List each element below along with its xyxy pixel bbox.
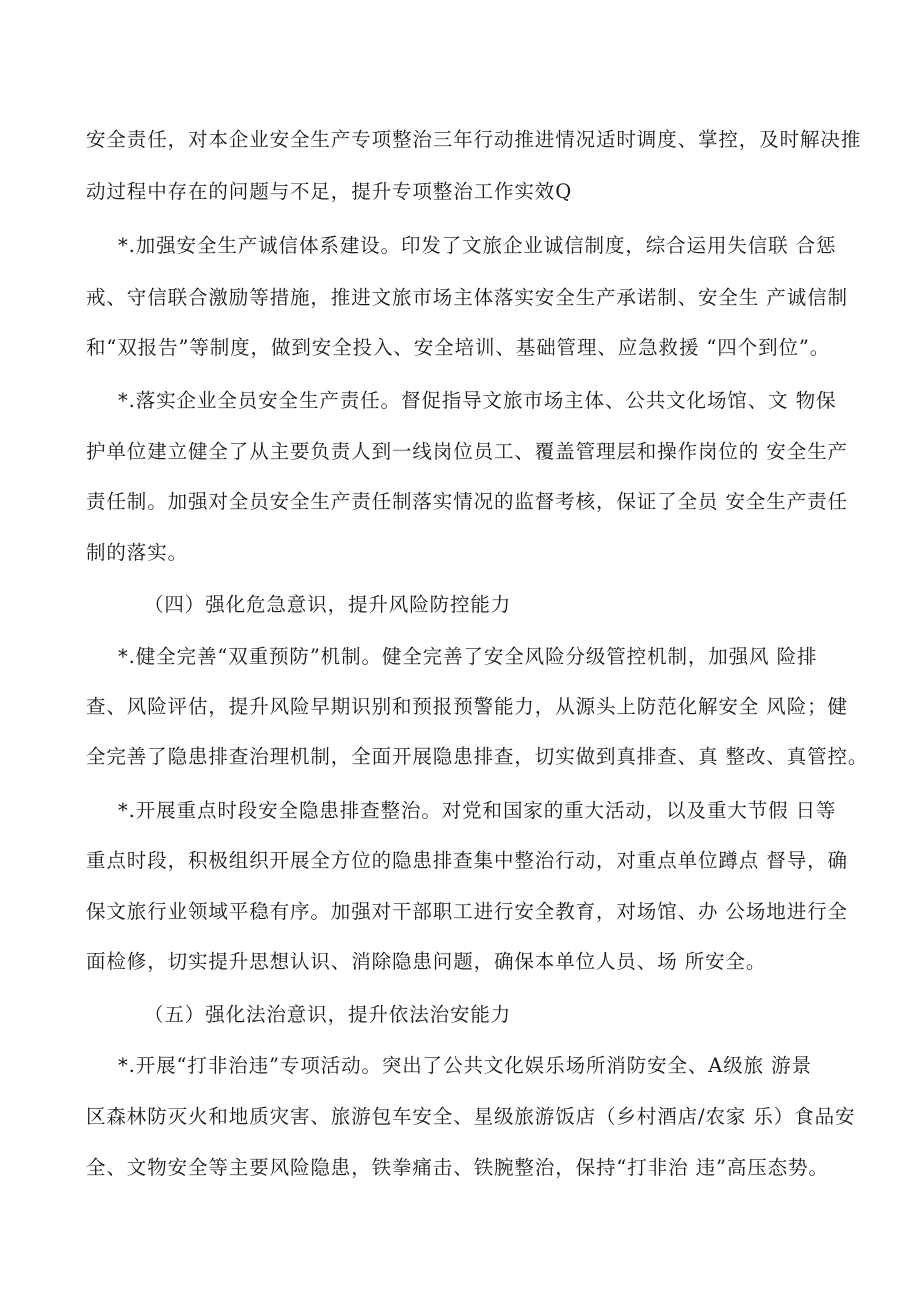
paragraph-line: *.开展重点时段安全隐患排查整治。对党和国家的重大活动，以及重大节假 日等 [118, 799, 837, 822]
body-line: 面检修，切实提升思想认识、消除隐患问题，确保本单位人员、场 所安全。 [86, 950, 767, 973]
body-line: 和“双报告”等制度，做到安全投入、安全培训、基础管理、应急救援 “四个到位”。 [86, 336, 831, 359]
body-line: 全、文物安全等主要风险隐患，铁拳痛击、铁腕整治，保持“打非治 违”高压态势。 [86, 1156, 829, 1179]
paragraph-line: *.健全完善“双重预防”机制。健全完善了安全风险分级管控机制，加强风 险排 [118, 645, 818, 668]
paragraph-line: *.开展“打非治违”专项活动。突出了公共文化娱乐场所消防安全、A级旅 游景 [118, 1054, 812, 1077]
body-line: 动过程中存在的问题与不足，提升专项整治工作实效Q [86, 180, 573, 203]
body-line: 区森林防灭火和地质灾害、旅游包车安全、星级旅游饭店（乡村酒店/农家 乐）食品安 [86, 1105, 856, 1128]
body-line: 戒、守信联合激励等措施，推进文旅市场主体落实安全生产承诺制、安全生 产诚信制 [86, 286, 848, 309]
section-heading: （五）强化法治意识，提升依法治安能力 [144, 1003, 512, 1026]
body-line: 制的落实。 [86, 541, 189, 564]
body-line: 责任制。加强对全员安全生产责任制落实情况的监督考核，保证了全员 安全生产责任 [86, 490, 848, 513]
body-line: 护单位建立健全了从主要负责人到一线岗位员工、覆盖管理层和操作岗位的 安全生产 [86, 440, 848, 463]
body-line: 全完善了隐患排查治理机制，全面开展隐患排查，切实做到真排查、真 整改、真管控。 [86, 745, 869, 768]
body-line: 保文旅行业领域平稳有序。加强对干部职工进行安全教育，对场馆、办 公场地进行全 [86, 900, 848, 923]
body-line: 重点时段，积极组织开展全方位的隐患排查集中整治行动，对重点单位蹲点 督导，确 [86, 849, 848, 872]
paragraph-line: *.落实企业全员安全生产责任。督促指导文旅市场主体、公共文化场馆、文 物保 [118, 389, 837, 412]
section-heading: （四）强化危急意识，提升风险防控能力 [144, 593, 512, 616]
paragraph-line: *.加强安全生产诚信体系建设。印发了文旅企业诚信制度，综合运用失信联 合惩 [118, 234, 837, 257]
body-line: 查、风险评估，提升风险早期识别和预报预警能力，从源头上防范化解安全 风险；健 [86, 695, 848, 718]
body-line: 安全责任，对本企业安全生产专项整治三年行动推进情况适时调度、掌控，及时解决推 [86, 128, 862, 151]
